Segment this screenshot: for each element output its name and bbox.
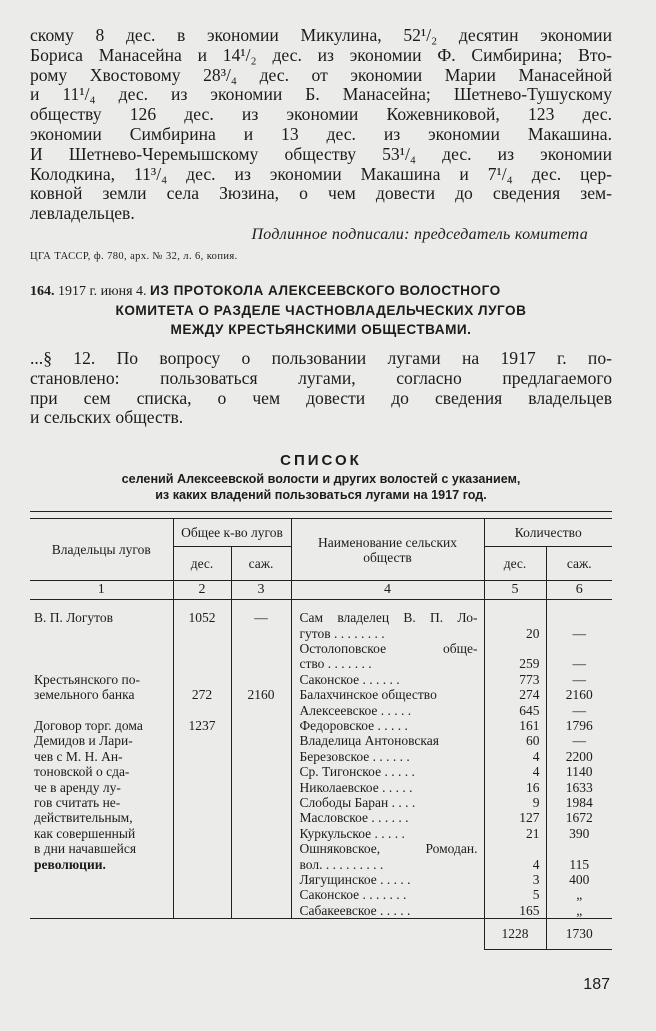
list-subtitle [30,471,612,503]
document-title-line-1: ИЗ ПРОТОКОЛА АЛЕКСЕЕВСКОГО ВОЛОСТНОГО [150,282,501,298]
intro-line-2: Бориса Манасейна и 14¹/₂ дес. из экономии Ф. Симбирина; Вто- [30,44,612,65]
society-des: 259 [519,656,540,672]
society-name-line: Ошняковское, Ромодан. [299,841,478,857]
header-quantity-des: дес. [484,547,546,581]
society-des: 5 [532,887,540,903]
society-des: 127 [519,810,540,826]
intro-line-6: экономии Симбирина и 13 дес. из экономии Макашина. [30,123,612,144]
intro-line-9: ковной земли села Зюзина, о чем довести до сведения зем- [30,183,612,204]
society-name-line: Саконское . . . . . . [299,671,400,687]
owner-line: действительным, [34,810,133,826]
society-des: 4 [532,856,540,872]
society-sazh: 1140 [566,764,593,780]
society-name-line: Березовское . . . . . . [299,748,410,764]
societies-column [291,600,484,919]
society-name-line: Слободы Баран . . . . [299,794,416,810]
society-sazh: 1796 [565,717,593,733]
owner-total-des: 272 [191,687,213,703]
society-sazh: „ [576,902,583,918]
owner-line [34,626,171,641]
table-top-rule [30,511,612,512]
intro-line-4: и 11¹/₄ дес. из экономии Б. Манасейна; Шетнево-Тушускому [30,84,612,105]
signed-note: Подлинное подписали: председатель комитета [251,225,588,243]
archive-reference: ЦГА ТАССР, ф. 780, арх. № 32, л. 6, копия. [30,250,238,262]
resolution-line-3: при сем списка, о чем довести до сведения владельцев [30,387,612,408]
col-number-2: 2 [173,581,231,600]
society-name-line: Николаевское . . . . . [299,779,413,795]
qty-des-column [484,600,546,919]
society-name-line: Владелица Антоновская [299,733,439,749]
owner-line [34,703,171,718]
list-subtitle-line-1: селений Алексеевской волости и других волостей с указанием, [121,472,521,487]
society-name-line: Масловское . . . . . . [299,810,409,826]
owner-line: в дни начавшейся [34,841,137,857]
meadows-table [30,518,612,950]
society-sazh: 115 [569,856,590,872]
header-total: Общее к-во лугов [173,519,291,547]
qty-sazh-column [546,600,612,919]
society-sazh: — [572,625,586,641]
owner-total-des: 1052 [188,610,216,626]
owner-total-des: 1237 [188,717,216,733]
society-sazh: 1984 [565,794,593,810]
society-name-line: вол. . . . . . . . . . [299,856,384,872]
owner-total-sazh: 2160 [247,687,275,703]
resolution-line-2: становлено: пользоваться лугами, согласно предлагаемого [30,367,612,388]
society-des: 20 [526,625,540,641]
intro-line-3: рому Хвостовому 28³/₄ дес. от экономии Марии Манасейной [30,64,612,85]
society-name-line: Ср. Тигонское . . . . . [299,764,415,780]
list-title: СПИСОК [280,452,362,470]
society-sazh: 2160 [565,687,593,703]
page-number: 187 [583,976,610,993]
society-name-line: Алексеевское . . . . . [299,702,412,718]
society-des: 3 [532,871,540,887]
owner-line: В. П. Логутов [34,610,113,626]
society-name-line: Сабакеевское . . . . . [299,902,411,918]
document-title-line-3: МЕЖДУ КРЕСТЬЯНСКИМИ ОБЩЕСТВАМИ. [170,321,472,337]
owner-total-sazh: — [254,610,268,626]
col-number-6: 6 [546,581,612,600]
total-quantity-des: 1228 [484,919,546,950]
owner-line: гов считать не- [34,795,121,811]
society-sazh: — [572,656,586,672]
total-sazh-column [231,600,291,919]
intro-line-7: И Шетнево-Черемышскому обществу 53¹/₄ дес. из экономии [30,143,612,164]
header-societies: Наименование сельских обществ [291,519,484,581]
intro-line-5: обществу 126 дес. из экономии Кожевниковой, 123 дес. [30,104,612,125]
document-page [30,26,612,950]
society-des: 645 [519,702,540,718]
header-quantity: Количество [484,519,612,547]
intro-line-8: Колодкина, 11³/₄ дес. из экономии Макашина и 7¹/₄ дес. цер- [30,163,612,184]
society-sazh: — [572,733,586,749]
document-heading [30,281,612,339]
resolution-paragraph [30,349,612,428]
society-des: 165 [519,902,540,918]
society-sazh: 2200 [565,748,593,764]
resolution-line-1: ...§ 12. По вопросу о пользовании лугами на 1917 г. по- [30,347,612,368]
society-des: 773 [519,671,540,687]
society-name-line: Балахчинское общество [299,687,437,703]
owner-line: революции. [34,856,106,872]
society-sazh: 400 [569,871,590,887]
resolution-line-4: и сельских обществ. [30,407,184,428]
document-number: 164. [30,283,55,299]
owners-column [30,600,173,919]
society-des: 60 [526,733,540,749]
col-number-3: 3 [231,581,291,600]
society-name-line: Куркульское . . . . . [299,825,405,841]
col-number-5: 5 [484,581,546,600]
society-sazh: 1672 [565,810,593,826]
society-des: 4 [532,748,540,764]
document-date: 1917 г. июня 4. [58,283,147,299]
owner-line: земельного банка [34,687,135,703]
owner-line: как совершенный [34,825,136,841]
society-sazh: 1633 [565,779,593,795]
intro-paragraph [30,26,612,224]
owner-line: Крестьянского по- [34,671,140,687]
society-name-line: Остолоповское обще- [299,640,478,656]
owner-line: чев с М. Н. Ан- [34,748,123,764]
list-subtitle-line-2: из каких владений пользоваться лугами на 1917 год. [155,488,487,503]
society-name-line: гутов . . . . . . . . [299,625,385,641]
owner-line [34,641,171,656]
society-des: 274 [519,687,540,703]
society-name-line: Саконское . . . . . . . [299,887,407,903]
total-quantity-sazh: 1730 [546,919,612,950]
society-sazh: — [572,671,586,687]
document-title-line-2: КОМИТЕТА О РАЗДЕЛЕ ЧАСТНОВЛАДЕЛЬЧЕСКИХ ЛУГОВ [115,302,527,318]
society-des: 161 [519,717,540,733]
society-name-line: ство . . . . . . . [299,656,372,672]
society-des: 21 [526,825,540,841]
society-sazh: „ [576,887,583,903]
owner-line: тоновской о сда- [34,764,130,780]
owner-line: че в аренду лу- [34,779,121,795]
society-des: 9 [532,794,540,810]
society-sazh: — [572,702,586,718]
col-number-1: 1 [30,581,173,600]
total-des-column [173,600,231,919]
owner-line [34,656,171,671]
society-name-line: Федоровское . . . . . [299,717,408,733]
header-owners: Владельцы лугов [30,519,173,581]
header-total-sazh: саж. [231,547,291,581]
intro-line-1: скому 8 дес. в экономии Микулина, 52¹/₂ десятин экономии [30,25,612,45]
society-name-line: Сам владелец В. П. Ло- [299,610,478,626]
society-sazh: 390 [569,825,590,841]
owner-line: Демидов и Лари- [34,733,133,749]
society-des: 4 [532,764,540,780]
society-des: 16 [526,779,540,795]
col-number-4: 4 [291,581,484,600]
society-name-line: Лягущинское . . . . . [299,871,411,887]
header-quantity-sazh: саж. [546,547,612,581]
intro-line-10: левладельцев. [30,203,135,224]
owner-line: Договор торг. дома [34,718,143,733]
header-total-des: дес. [173,547,231,581]
